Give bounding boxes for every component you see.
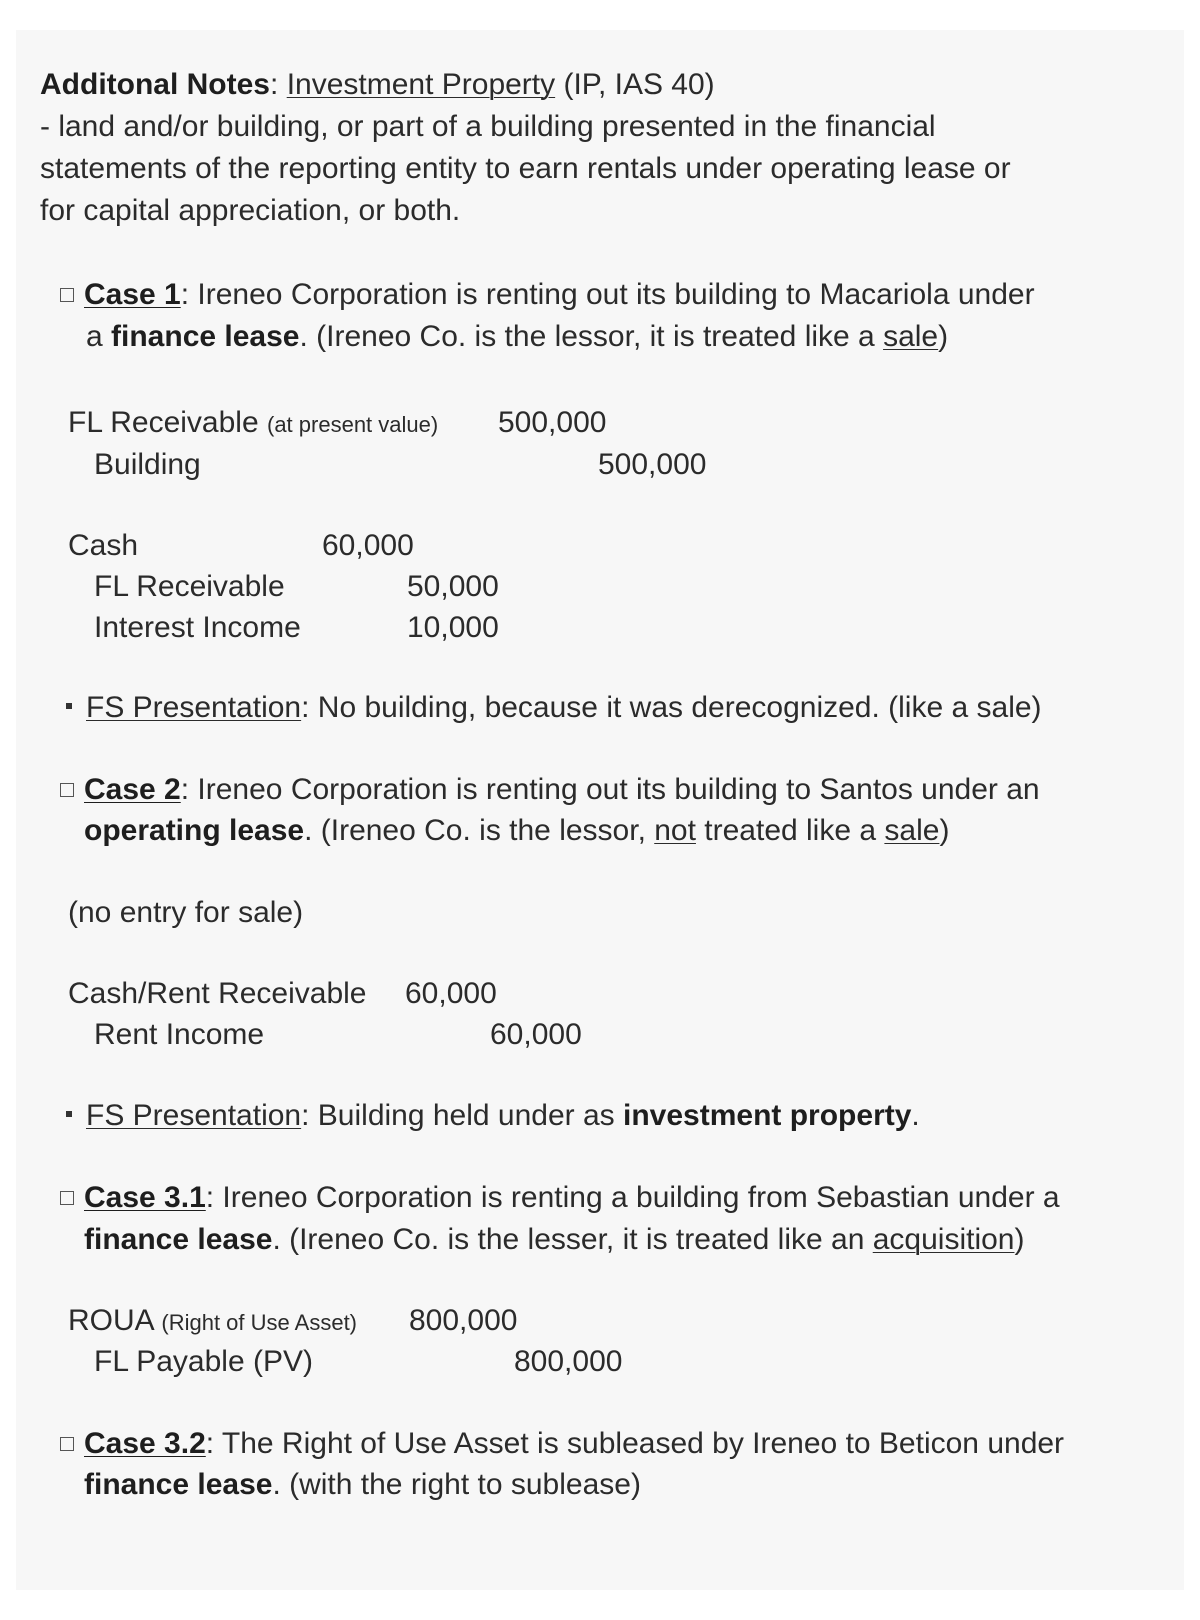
fs-bold: investment property — [623, 1099, 912, 1132]
case1-line1 — [60, 278, 1035, 312]
case1-entry2-debit-amount: 60,000 — [322, 529, 414, 562]
case2-line2-end: ) — [939, 814, 950, 847]
case1-line1-text: : Ireneo Corporation is renting out its building to Macariola under — [180, 278, 1035, 311]
case2-label: Case 2 — [84, 773, 181, 806]
case1-entry1-debit — [68, 406, 438, 442]
bullet-icon — [66, 1111, 72, 1117]
case32-line1 — [60, 1427, 1064, 1461]
case1-sale: sale — [883, 320, 939, 353]
case2-line2-mid2: treated like a — [695, 814, 885, 847]
case2-entry-debit-amount: 60,000 — [405, 977, 497, 1010]
case2-entry-credit: Rent Income — [94, 1018, 265, 1051]
case32-line1-text: : The Right of Use Asset is subleased by Ireneo to Beticon under — [205, 1427, 1065, 1460]
case31-entry-debit-amount: 800,000 — [409, 1304, 518, 1337]
case2-line2-mid: . (Ireneo Co. is the lessor, — [304, 814, 655, 847]
case1-line2 — [86, 320, 948, 354]
case1-entry1-credit-amount: 500,000 — [598, 448, 707, 481]
case1-entry2-credit2: Interest Income — [94, 611, 301, 644]
case31-label: Case 3.1 — [84, 1181, 206, 1214]
title-sep: : — [270, 68, 279, 101]
case31-line2-end: ) — [1014, 1223, 1025, 1256]
case1-line2-pre: a — [86, 320, 112, 353]
case2-no-entry: (no entry for sale) — [68, 896, 304, 929]
fs-text: : Building held under as — [301, 1099, 624, 1132]
checkbox-icon — [60, 288, 74, 302]
case2-line1 — [60, 773, 1040, 807]
case31-entry-debit — [68, 1304, 357, 1340]
case31-line1-text: : Ireneo Corporation is renting a building from Sebastian under a — [205, 1181, 1060, 1214]
definition-line-3: for capital appreciation, or both. — [40, 194, 461, 227]
case32-line2 — [84, 1468, 641, 1502]
case32-finance-lease: finance lease — [84, 1468, 273, 1501]
checkbox-icon — [60, 1437, 74, 1451]
fs-text: : No building, because it was derecognized. (like a sale) — [301, 691, 1042, 724]
case2-entry-debit: Cash/Rent Receivable — [68, 977, 367, 1010]
case32-label: Case 3.2 — [84, 1427, 206, 1460]
notes-title — [40, 68, 715, 102]
definition-line-1: - land and/or building, or part of a building presented in the financial — [40, 110, 936, 143]
notes-page — [16, 30, 1184, 1590]
case2-line2 — [84, 814, 949, 848]
title-rest: (IP, IAS 40) — [563, 68, 715, 101]
fs-end: . — [911, 1099, 920, 1132]
case1-line2-mid: . (Ireneo Co. is the lessor, it is treated like a — [299, 320, 884, 353]
debit-note: (at present value) — [267, 412, 439, 437]
case1-entry1-credit: Building — [94, 448, 201, 481]
debit-account: ROUA — [68, 1304, 154, 1337]
case1-entry2-debit: Cash — [68, 529, 139, 562]
case1-fs-presentation — [66, 691, 1042, 725]
checkbox-icon — [60, 1191, 74, 1205]
case2-line1-text: : Ireneo Corporation is renting out its building to Santos under an — [180, 773, 1040, 806]
title-link: Investment Property — [286, 68, 556, 101]
case31-finance-lease: finance lease — [84, 1223, 273, 1256]
case2-operating-lease: operating lease — [84, 814, 305, 847]
case2-entry-credit-amount: 60,000 — [490, 1018, 582, 1051]
case1-label: Case 1 — [84, 278, 181, 311]
definition-line-2: statements of the reporting entity to earn rentals under operating lease or — [40, 152, 1011, 185]
case31-line1 — [60, 1181, 1060, 1215]
debit-account: FL Receivable — [68, 406, 259, 439]
case31-entry-credit-amount: 800,000 — [514, 1345, 623, 1378]
case31-line2-mid: . (Ireneo Co. is the lesser, it is treated like an — [272, 1223, 873, 1256]
case1-finance-lease: finance lease — [111, 320, 300, 353]
case1-line2-end: ) — [938, 320, 949, 353]
checkbox-icon — [60, 783, 74, 797]
case1-entry2-credit2-amount: 10,000 — [407, 611, 499, 644]
fs-label: FS Presentation — [86, 691, 302, 724]
title-bold: Additonal Notes — [40, 68, 270, 101]
case32-line2-rest: . (with the right to sublease) — [272, 1468, 641, 1501]
case2-not: not — [654, 814, 696, 847]
case31-entry-credit: FL Payable (PV) — [94, 1345, 313, 1378]
debit-note: (Right of Use Asset) — [161, 1310, 358, 1335]
case1-entry2-credit1-amount: 50,000 — [407, 570, 499, 603]
case1-entry2-credit1: FL Receivable — [94, 570, 285, 603]
case2-fs-presentation — [66, 1099, 920, 1133]
case31-acquisition: acquisition — [872, 1223, 1015, 1256]
case1-entry1-debit-amount: 500,000 — [498, 406, 607, 439]
case31-line2 — [84, 1223, 1024, 1257]
fs-label: FS Presentation — [86, 1099, 302, 1132]
bullet-icon — [66, 703, 72, 709]
case2-sale: sale — [884, 814, 940, 847]
